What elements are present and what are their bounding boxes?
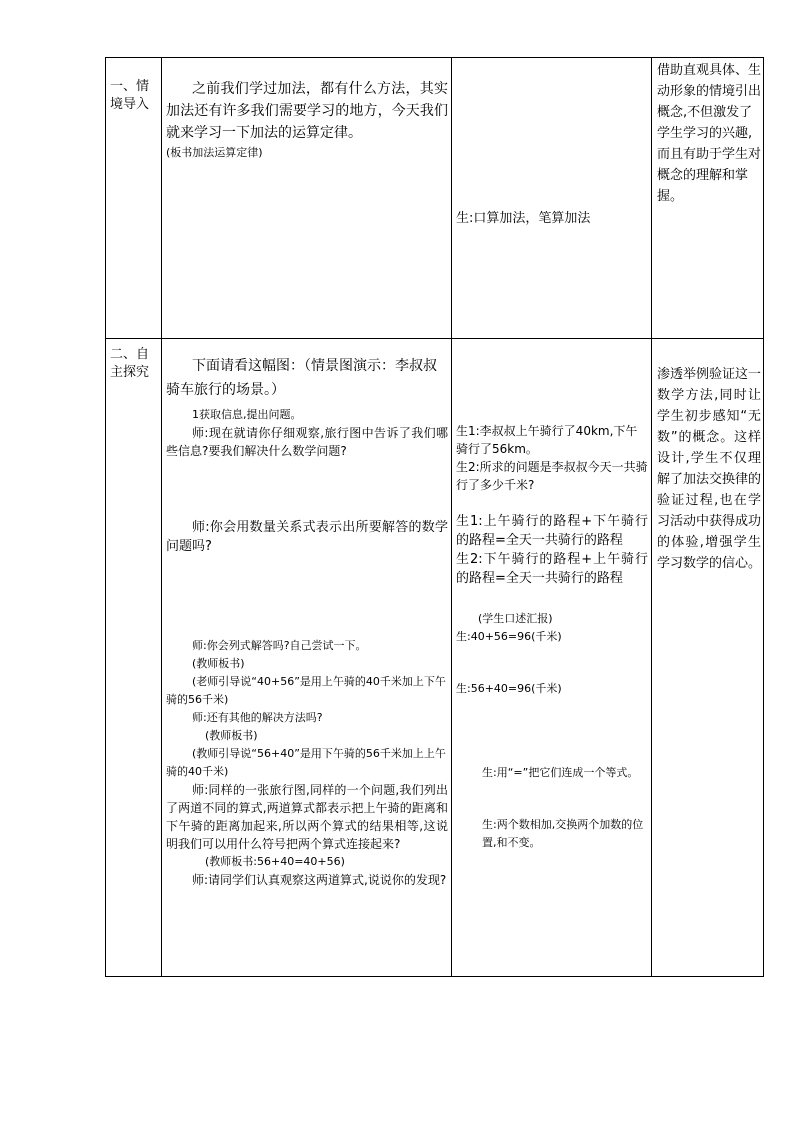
student-equation-1: 生:40+56=96(千米) xyxy=(456,630,562,643)
table-bottom-border xyxy=(105,976,764,977)
teacher-intro-text: 之前我们学过加法，都有什么方法，其实加法还有许多我们需要学习的地方，今天我们就来学习一下加法的运算定律。 xyxy=(166,81,448,141)
design-intent-explore: 渗透举例验证这一数学方法,同时让学生初步感知“无数”的概念。这样设计,学生不仅理解了加法交换律的验证过程,也在学习活动中获得成功的体验,增强学生学习数学的信心。 xyxy=(657,367,762,571)
step-1-heading: 1获取信息,提出问题。 xyxy=(192,408,302,421)
stage-label-explore: 二、自主探究 xyxy=(110,347,150,380)
board-note-2: (教师板书) xyxy=(205,729,258,742)
student-activity-explore xyxy=(456,422,648,852)
table-top-border xyxy=(105,57,764,58)
board-note: (板书加法运算定律) xyxy=(166,146,263,159)
teacher-question-relation: 师:你会用数量关系式表示出所要解答的数学问题吗? xyxy=(166,520,448,554)
board-note-3: (教师板书:56+40=40+56) xyxy=(205,855,345,868)
student-answer-3: 生1:上午骑行的路程+下午骑行的路程=全天一共骑行的路程 xyxy=(456,514,648,548)
teacher-question-other: 师:还有其他的解决方法吗? xyxy=(192,711,323,724)
student-equation-2: 生:56+40=96(千米) xyxy=(456,682,562,695)
student-answer-1: 生1:李叔叔上午骑行了40km,下午骑行了56km。 xyxy=(456,424,638,456)
design-intent-intro: 借助直观具体、生动形象的情境引出概念,不但激发了学生学习的兴趣,而且有助于学生对概念的理解和掌握。 xyxy=(657,63,762,204)
teacher-summary: 师:同样的一张旅行图,同样的一个问题,我们列出了两道不同的算式,两道算式都表示把上午骑的距离和下午骑的距离加起来,所以两个算式的结果相等,这说明我们可以用什么符号把两个算式连接起来? xyxy=(166,783,448,851)
student-answer-discover: 生:两个数相加,交换两个加数的位置,和不变。 xyxy=(482,818,644,849)
stage-label-intro: 一、情境导入 xyxy=(110,79,150,112)
column-divider-1 xyxy=(161,57,162,977)
column-divider-2 xyxy=(451,57,452,977)
row-divider xyxy=(105,338,764,339)
student-answer-2: 生2:所求的问题是李叔叔今天一共骑行了多少千米? xyxy=(456,460,648,492)
teacher-activity-intro xyxy=(166,78,448,162)
table-left-border xyxy=(105,57,106,977)
student-answer-connect: 生:用“=”把它们连成一个等式。 xyxy=(482,766,639,779)
column-divider-3 xyxy=(651,57,652,977)
teacher-guide-1: (老师引导说“40+56”是用上午骑的40千米加上下午骑的56千米) xyxy=(166,675,446,706)
teacher-activity-explore xyxy=(166,354,448,889)
teacher-question-observe: 师:现在就请你仔细观察,旅行图中告诉了我们哪些信息?要我们解决什么数学问题? xyxy=(166,426,448,458)
student-answer-4: 生2:下午骑行的路程+上午骑行的路程=全天一共骑行的路程 xyxy=(456,552,648,586)
student-activity-intro: 生:口算加法，笔算加法 xyxy=(456,211,591,226)
table-right-border xyxy=(763,57,764,977)
scene-intro: 下面请看这幅图：（情景图演示：李叔叔骑车旅行的场景。） xyxy=(166,358,437,398)
teacher-question-equation: 师:你会列式解答吗?自己尝试一下。 xyxy=(192,639,367,652)
teacher-question-discover: 师:请同学们认真观察这两道算式,说说你的发现? xyxy=(192,873,447,887)
student-report: (学生口述汇报) xyxy=(478,612,553,625)
teacher-guide-2: (教师引导说“56+40”是用下午骑的56千米加上上午骑的40千米) xyxy=(166,747,446,778)
board-note-1: (教师板书) xyxy=(192,657,245,670)
